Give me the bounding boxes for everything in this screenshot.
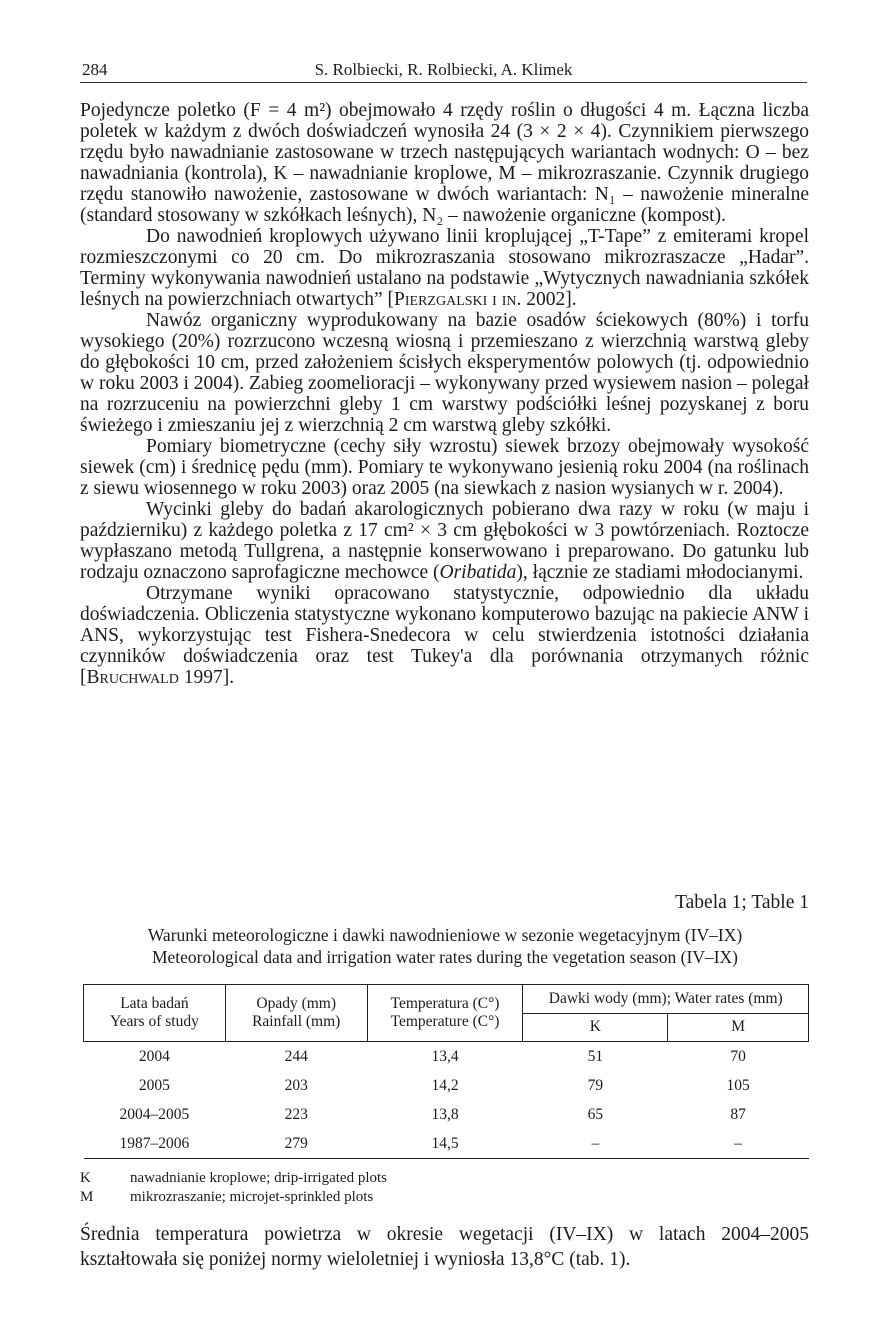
header-k: K bbox=[523, 1013, 668, 1042]
table-header-row bbox=[84, 985, 809, 1014]
header-temperature bbox=[367, 985, 523, 1042]
cell-k: 65 bbox=[587, 1105, 604, 1123]
paragraph-soil-samples-text: Wycinki gleby do badań akarologicznych pobierano dwa razy w roku (w maju i październiku) z każdego poletka z 17 cm² × 3 cm głębokości w 3 powtórzeniach. Roztocze wypłaszano metodą Tullgrena, a następnie konserwowano i preparowano. Do gatunku lub rodzaju oznaczono saprofagiczne mechowce ( bbox=[80, 499, 809, 583]
table-caption-pl: Warunki meteorologiczne i dawki nawodnieniowe w sezonie wegetacyjnym (IV–IX) bbox=[147, 925, 743, 945]
cell-k: 51 bbox=[587, 1047, 604, 1065]
cell-temperature: 14,2 bbox=[431, 1076, 459, 1094]
taxon-oribatida: Oribatida bbox=[439, 562, 517, 583]
note-m bbox=[80, 1188, 387, 1207]
citation-pierzgalski: Pierzgalski i in. bbox=[394, 289, 522, 310]
paragraph-soil-samples bbox=[80, 499, 809, 583]
cell-years: 1987–2006 bbox=[84, 1129, 226, 1159]
cell-rainfall: 203 bbox=[284, 1076, 308, 1094]
cell-temperature: 13,8 bbox=[431, 1105, 459, 1123]
paragraph-statistics bbox=[80, 583, 809, 688]
table-row bbox=[84, 1042, 809, 1072]
citation-bruchwald: Bruchwald bbox=[86, 667, 179, 688]
cell-rainfall: 244 bbox=[284, 1047, 308, 1065]
paragraph-statistics-text: Otrzymane wyniki opracowano statystycznie, odpowiednio dla układu doświadczenia. Obliczenia statystyczne wykonano komputerowo bazując na pakiecie ANW i ANS, wykorzystując test Fishera-Snedecora w celu stwierdzenia istotności działania czynników doświadczenia oraz test Tukey'a dla porównania otrzymanych różnic [ bbox=[80, 583, 809, 688]
paragraph-irrigation-text: Do nawodnień kroplowych używano linii kroplującej „T-Tape” z emiterami kropel rozmieszczonymi co 20 cm. Do mikrozraszania stosowano mikrozraszacze „Hadar”. Terminy wykonywania nawodnień ustalano na podstawie „Wytycznych nawadniania szkółek leśnych na powierzchniach otwartych” [ bbox=[80, 226, 809, 310]
cell-m: 70 bbox=[730, 1047, 746, 1065]
header-years bbox=[84, 985, 226, 1042]
main-text bbox=[80, 100, 809, 688]
paragraph-irrigation bbox=[80, 226, 809, 310]
header-years-pl: Lata badań bbox=[120, 995, 189, 1012]
cell-m: 87 bbox=[730, 1105, 746, 1123]
paragraph-fertilizer: Nawóz organiczny wyprodukowany na bazie osadów ściekowych (80%) i torfu wysokiego (20%) rozrzucono wczesną wiosną i przemieszano z wierzchnią warstwą gleby do głębokości 10 cm, przed założeniem ścisłych eksperymentów polowych (tj. odpowiednio w roku 2003 i 2004). Zabieg zoomelioracji – wykonywany przed wysiewem nasion – polegał na rozrzuceniu na powierzchni gleby 1 cm warstwy podściółki leśnej pozyskanej z boru świeżego i zmieszaniu jej z wierzchnią 2 cm warstwą gleby szkółki. bbox=[80, 310, 809, 436]
table-caption bbox=[80, 924, 810, 968]
paragraph-temperature: Średnia temperatura powietrza w okresie wegetacji (IV–IX) w latach 2004–2005 kształtowała się poniżej normy wieloletniej i wyniosła 13,8°C (tab. 1). bbox=[80, 1224, 809, 1270]
cell-m: 105 bbox=[726, 1076, 750, 1094]
header-rainfall-en: Rainfall (mm) bbox=[252, 1013, 341, 1030]
header-water-rates: Dawki wody (mm); Water rates (mm) bbox=[523, 985, 809, 1014]
cell-k: 79 bbox=[587, 1076, 604, 1094]
note-k bbox=[80, 1169, 387, 1188]
header-temperature-pl: Temperatura (C°) bbox=[390, 995, 500, 1012]
cell-years: 2005 bbox=[138, 1076, 170, 1094]
table-row bbox=[84, 1129, 809, 1159]
cell-temperature: 13,4 bbox=[431, 1047, 459, 1065]
paragraph-biometry: Pomiary biometryczne (cechy siły wzrostu) siewek brzozy obejmowały wysokość siewek (cm) i średnicę pędu (mm). Pomiary te wykonywano jesienią roku 2004 (na roślinach z siewu wiosennego w roku 2003) oraz 2005 (na siewkach z nasion wysianych w r. 2004). bbox=[80, 436, 809, 499]
table-number: Tabela 1; Table 1 bbox=[675, 892, 809, 913]
page-number: 284 bbox=[82, 60, 108, 79]
cell-temperature: 14,5 bbox=[367, 1129, 523, 1159]
cell-years: 2004–2005 bbox=[119, 1105, 190, 1123]
paragraph-design: Pojedyncze poletko (F = 4 m²) obejmowało 4 rzędy roślin o długości 4 m. Łączna liczba poletek w każdym z dwóch doświadczeń wynosiła 24 (3 × 2 × 4). Czynnikiem pierwszego rzędu było nawadnianie zastosowane w trzech następujących wariantach wodnych: O – bez nawadniania (kontrola), K – nawadnianie kroplowe, M – mikrozraszanie. Czynnik drugiego rzędu stanowiło nawożenie, zastosowane w dwóch wariantach: N₁ – nawożenie mineralne (standard stosowany w szkółkach leśnych), N₂ – nawożenie organiczne (kompost). bbox=[80, 100, 809, 226]
cell-k: – bbox=[523, 1129, 668, 1159]
weather-table bbox=[83, 984, 809, 1159]
note-k-key: K bbox=[80, 1170, 91, 1186]
cell-m: – bbox=[668, 1129, 809, 1159]
paragraph-soil-samples-tail: ), łącznie ze stadiami młodocianymi. bbox=[516, 562, 804, 583]
table-row bbox=[84, 1071, 809, 1100]
note-m-text: mikrozraszanie; microjet-sprinkled plots bbox=[130, 1189, 374, 1205]
running-title: S. Rolbiecki, R. Rolbiecki, A. Klimek bbox=[314, 60, 573, 79]
cell-years: 2004 bbox=[138, 1047, 170, 1065]
citation-pierzgalski-year: 2002]. bbox=[521, 289, 577, 310]
page-header bbox=[80, 58, 807, 83]
header-years-en: Years of study bbox=[109, 1013, 199, 1030]
closing-paragraph bbox=[80, 1222, 809, 1272]
table-notes bbox=[80, 1169, 387, 1207]
note-m-key: M bbox=[80, 1189, 94, 1205]
header-rainfall bbox=[225, 985, 367, 1042]
cell-rainfall: 279 bbox=[225, 1129, 367, 1159]
header-rainfall-pl: Opady (mm) bbox=[256, 995, 337, 1012]
header-m: M bbox=[668, 1013, 809, 1042]
note-k-text: nawadnianie kroplowe; drip-irrigated plots bbox=[130, 1170, 388, 1186]
citation-bruchwald-year: 1997]. bbox=[178, 667, 235, 688]
cell-rainfall: 223 bbox=[284, 1105, 308, 1123]
header-temperature-en: Temperature (C°) bbox=[390, 1013, 500, 1030]
table-caption-en: Meteorological data and irrigation water rates during the vegetation season (IV–IX) bbox=[151, 947, 739, 967]
table-row bbox=[84, 1100, 809, 1129]
